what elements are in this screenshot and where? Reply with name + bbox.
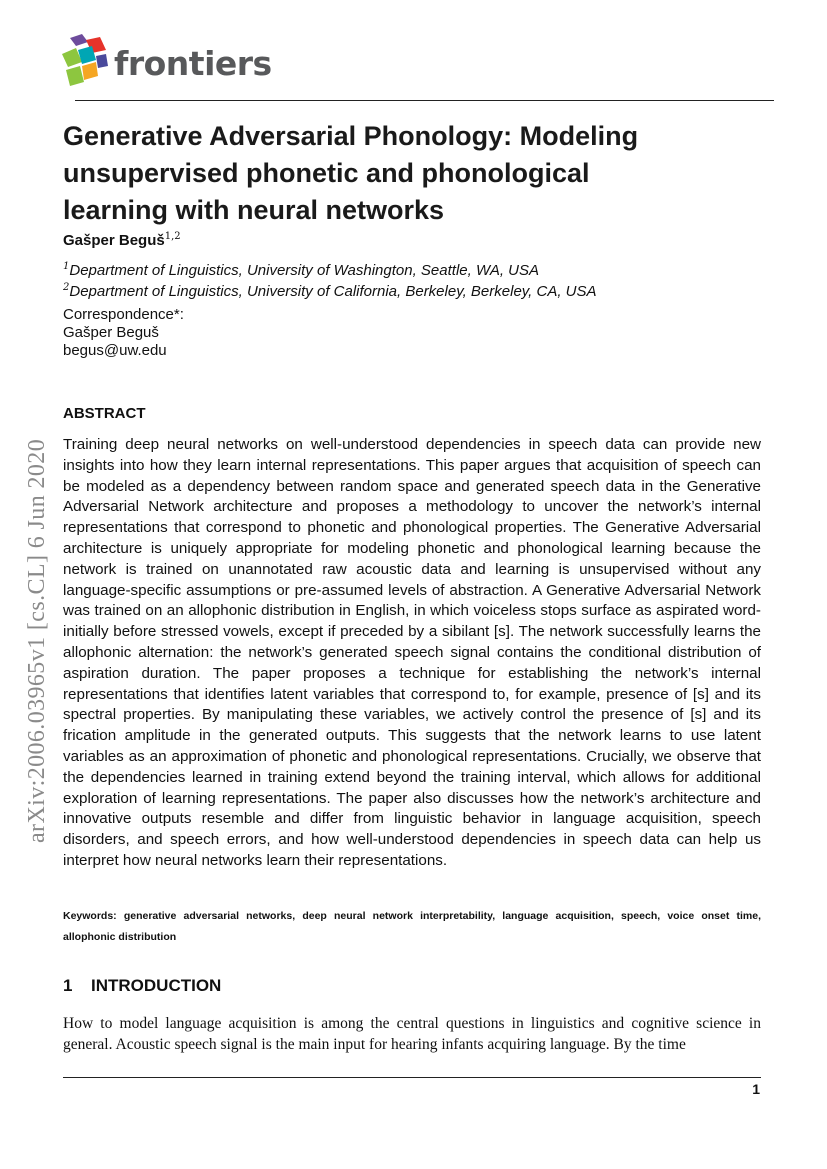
footer-rule: [63, 1077, 761, 1078]
introduction-body: How to model language acquisition is among the central questions in linguistics and cognitive science in general. Acoustic speech signal is the main input for hearing infants acquiring language. By the time: [63, 1015, 761, 1053]
author-affil-marks: 1,2: [164, 231, 181, 242]
title-line: Generative Adversarial Phonology: Modeling: [63, 121, 639, 151]
logo-cube-top: [70, 34, 88, 46]
affiliation-1: [63, 261, 539, 279]
logo-cube-accent: [96, 54, 108, 68]
affiliation-text: Department of Linguistics, University of Washington, Seattle, WA, USA: [69, 262, 540, 279]
correspondence-block: [63, 306, 184, 360]
correspondence-email[interactable]: begus@uw.edu: [63, 342, 167, 359]
author-line: [63, 231, 181, 249]
frontiers-logo: [62, 32, 282, 92]
abstract-body: Training deep neural networks on well-understood dependencies in speech data can provide new insights into how they learn internal representations. This paper argues that acquisition of speech can be modeled as a dependency between random space and generated speech data in the Generative Adversarial Network architecture and proposes a methodology to uncover the network’s internal representations that correspond to phonetic and phonological properties. The Generative Adversarial architecture is uniquely appropriate for modeling phonetic and phonological learning because the network is trained on unannotated raw acoustic data and learning is unsupervised without any language-specific assumptions or pre-assumed levels of abstraction. A Generative Adversarial Network was trained on an allophonic distribution in English, in which voiceless stops surface as aspirated word-initially before stressed vowels, except if preceded by a sibilant [s]. The network successfully learns the allophonic alternation: the network’s generated speech signal contains the conditional distribution of aspiration duration. The paper proposes a technique for establishing the network’s internal representations that identifies latent variables that correspond to, for example, presence of [s] and its spectral properties. By manipulating these variables, we actively control the presence of [s] and its frication amplitude in the generated outputs. This suggests that the network learns to use latent variables as an approximation of phonetic and phonological representations. Crucially, we observe that the dependencies learned in training extend beyond the training interval, which allows for additional exploration of learning representations. The paper also discusses how the network’s architecture and innovative outputs resemble and differ from linguistic behavior in language acquisition, speech disorders, and speech errors, and how well-understood dependencies in speech data can help us interpret how neural networks learn their representations.: [63, 436, 761, 869]
affiliation-mark: 2: [63, 282, 70, 293]
correspondence-name: Gašper Beguš: [63, 324, 159, 341]
correspondence-label: Correspondence*:: [63, 306, 184, 323]
title-line: learning with neural networks: [63, 195, 445, 225]
affiliation-2: [63, 282, 597, 300]
page-number: 1: [752, 1081, 760, 1097]
frontiers-logo-icon: [62, 32, 110, 92]
section-title: INTRODUCTION: [91, 976, 222, 995]
arxiv-stamp: arXiv:2006.03965v1 [cs.CL] 6 Jun 2020: [24, 438, 50, 843]
keywords: Keywords: generative adversarial networks, deep neural network interpretability, language acquisition, speech, voice onset time, allophonic distribution: [63, 910, 761, 943]
title-line: unsupervised phonetic and phonological: [63, 158, 590, 188]
header-rule: [75, 100, 774, 101]
section-heading: [63, 976, 221, 996]
logo-cube-bottom-right: [82, 62, 98, 80]
section-number: 1: [63, 976, 73, 995]
author-name: Gašper Beguš: [63, 232, 165, 249]
affiliation-mark: 1: [63, 261, 70, 272]
affiliation-text: Department of Linguistics, University of California, Berkeley, Berkeley, CA, USA: [69, 283, 597, 300]
logo-cube-bottom: [66, 66, 84, 86]
publisher-name: frontiers: [114, 44, 272, 83]
abstract-heading: ABSTRACT: [63, 405, 146, 422]
paper-title: [63, 118, 703, 229]
